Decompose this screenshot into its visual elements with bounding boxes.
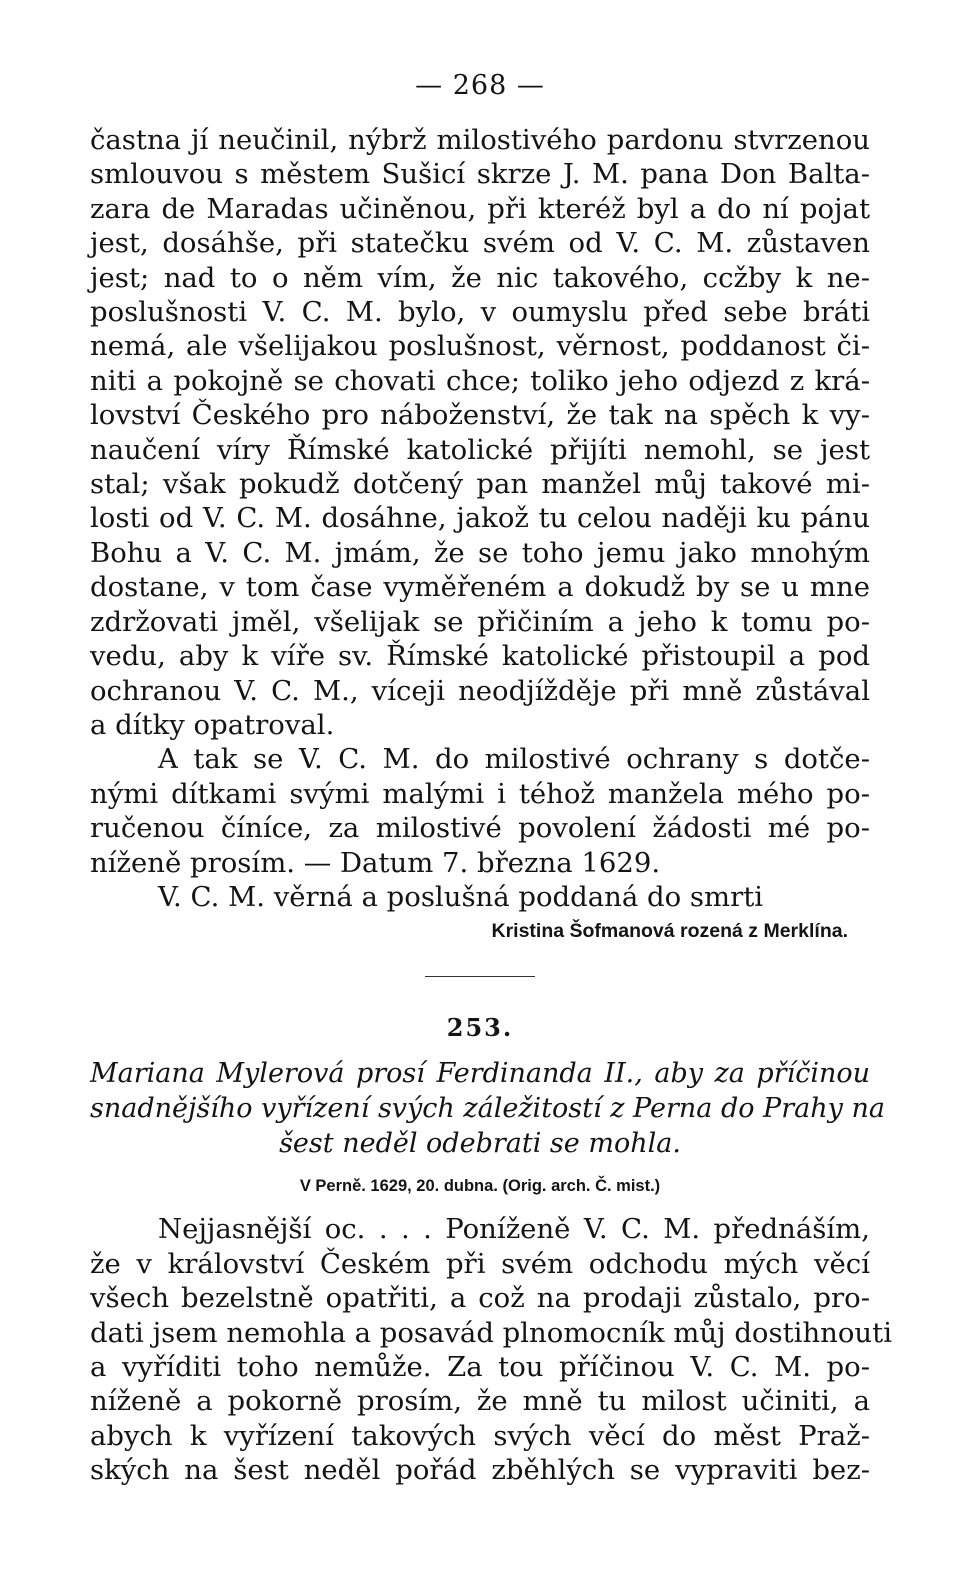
text-line: losti od V. C. M. dosáhne, jakož tu celou naději ku pánu: [90, 502, 870, 535]
text-line: poslušnosti V. C. M. bylo, v oumyslu před sebe bráti: [90, 296, 870, 329]
text-line: ochranou V. C. M., víceji neodjížděje při mně zůstával: [90, 674, 870, 707]
text-line: lovství Českého pro náboženství, že tak na spěch k vy-: [90, 399, 870, 432]
text-line: ských na šest neděl pořád zběhlých se vypraviti bez-: [90, 1454, 870, 1487]
letter-body-2: [90, 1212, 892, 1487]
heading-line: Mariana Mylerová prosí Ferdinanda II., aby za příčinou: [90, 1058, 870, 1090]
text-line: jest, dosáhše, při statečku svém od V. C. M. zůstaven: [90, 227, 870, 260]
section-divider: [425, 976, 535, 977]
text-line: dati jsem nemohla a posavád plnomocník můj dostihnouti: [90, 1316, 892, 1349]
text-line: dostane, v tom čase vyměřeném a dokudž by se u mne: [90, 571, 870, 604]
text-line: častna jí neučinil, nýbrž milostivého pardonu stvrzenou: [90, 124, 870, 156]
text-line: naučení víry Římské katolické přijíti nemohl, se jest: [90, 433, 870, 466]
letter-closing: V. C. M. věrná a poslušná poddaná do smrti: [158, 880, 764, 913]
text-line: a vyříditi toho nemůže. Za tou příčinou V. C. M. po-: [90, 1350, 870, 1383]
text-line: zara de Maradas učiněnou, při kteréž byl a do ní pojat: [90, 192, 870, 225]
document-heading: [90, 1056, 885, 1161]
text-line: ručenou číníce, za milostivé povolení žádosti mé po-: [90, 812, 870, 845]
source-citation: V Perně. 1629, 20. dubna. (Orig. arch. Č. mist.): [299, 1177, 661, 1196]
text-line: nemá, ale všelijakou poslušnost, věrnost, poddanost či-: [90, 330, 870, 363]
text-line: vedu, aby k víře sv. Římské katolické přistoupil a pod: [90, 640, 870, 673]
text-line: abych k vyřízení takových svých věcí do měst Praž-: [90, 1419, 870, 1452]
text-line: zdržovati jměl, všelijak se přičiním a jeho k tomu po-: [90, 605, 870, 638]
document-number: 253.: [446, 1013, 514, 1043]
text-line: nými dítkami svými malými i téhož manžela mého po-: [90, 777, 870, 810]
heading-line: snadnějšího vyřízení svých záležitostí z Perna do Prahy na: [90, 1093, 885, 1125]
letter-body: [90, 123, 870, 943]
text-line: níženě prosím. — Datum 7. března 1629.: [90, 846, 661, 879]
text-line: stal; však pokudž dotčený pan manžel můj takové mi-: [90, 468, 870, 501]
text-line: všech bezelstně opatřiti, a což na prodaji zůstalo, pro-: [90, 1282, 870, 1315]
text-line: jest; nad to o něm vím, že nic takového, ccžby k ne-: [90, 261, 870, 294]
text-line: niti a pokojně se chovati chce; toliko jeho odjezd z krá-: [90, 364, 870, 397]
text-line: Nejjasnější oc. . . . Poníženě V. C. M. přednáším,: [158, 1213, 870, 1246]
text-line: Bohu a V. C. M. jmám, že se toho jemu jako mnohým: [90, 536, 870, 569]
signature: Kristina Šofmanová rozená z Merklína.: [491, 920, 848, 943]
text-line: že v království Českém při svém odchodu mých věcí: [90, 1247, 870, 1280]
text-line: níženě a pokorně prosím, že mně tu milost učiniti, a: [90, 1385, 870, 1418]
text-line: A tak se V. C. M. do milostivé ochrany s dotče-: [158, 743, 870, 776]
heading-line: šest neděl odebrati se mohla.: [279, 1128, 681, 1160]
book-page: [90, 70, 892, 1488]
page-number: — 268 —: [415, 70, 545, 101]
text-line: a dítky opatroval.: [90, 708, 335, 741]
text-line: smlouvou s městem Sušicí skrze J. M. pana Don Balta-: [90, 158, 870, 191]
